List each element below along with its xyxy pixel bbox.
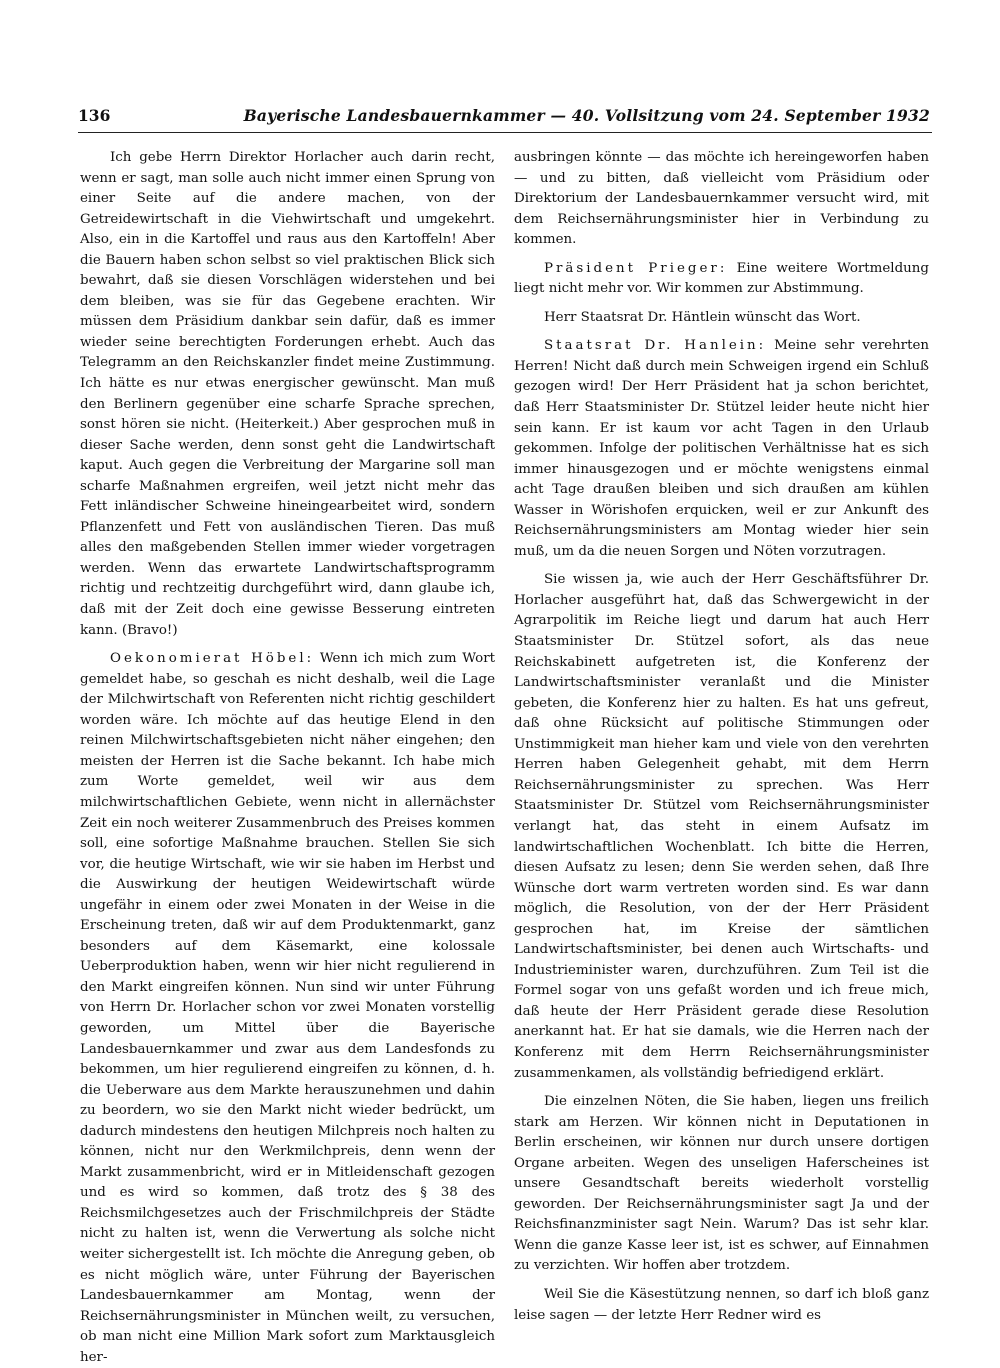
paragraph (514, 308, 929, 329)
paragraph-text: Die einzelnen Nöten, die Sie haben, liegen uns freilich stark am Herzen. Wir können nicht in Deputationen in Berlin erscheinen, wir können nur durch unsere dortigen Organe arbeiten. Wegen des unseligen Haferscheines ist unsere Gesandtschaft bereits wiederholt vorstellig geworden. Der Reichsernährungsminister sagt Ja und der Reichsfinanzminister sagt Nein. Warum? Das ist sehr klar. Wenn die ganze Kasse leer ist, ist es schwer, auf Einnahmen zu verzichten. Wir hoffen aber trotzdem. (514, 1094, 929, 1274)
paragraph-text: ausbringen könnte — das möchte ich hereingeworfen haben — und zu bitten, daß vielleicht vom Präsidium oder Direktorium der Landesbauernkammer versucht wird, mit dem Reichsernährungsminister hier in Verbindung zu kommen. (514, 150, 929, 248)
speaker-name: Präsident Prieger: (544, 260, 728, 276)
paragraph (80, 148, 495, 641)
right-column (514, 148, 929, 1326)
speaker-name: Oekonomierat Höbel: (110, 651, 315, 667)
paragraph (514, 148, 929, 251)
running-header (78, 104, 932, 133)
paragraph (514, 1285, 929, 1326)
paragraph-text: Wenn ich mich zum Wort gemeldet habe, so geschah es nicht deshalb, weil die Lage der Milchwirtschaft von Referenten nicht richtig geschildert worden wäre. Ich möchte auf das heutige Elend in den reinen Milchwirtschaftsgebieten nicht näher eingehen; den meisten der Herren ist die Sache bekannt. Ich habe mich zum Worte gemeldet, weil wir aus dem milchwirtschaftlichen Gebiete, wenn nicht in allernächster Zeit ein noch weiterer Zusammenbruch des Preises kommen soll, eine sofortige Maßnahme brauchen. Stellen Sie sich vor, die heutige Wirtschaft, wie wir sie haben im Herbst und die Auswirkung der heutigen Weidewirtschaft würde ungefähr in einem oder zwei Monaten in der Weise in die Erscheinung treten, daß wir auf dem Produktenmarkt, ganz besonders auf dem Käsemarkt, eine kolossale Ueberproduktion haben, wenn wir hier nicht regulierend in den Markt eingreifen können. Nun sind wir unter Führung von Herrn Dr. Horlacher schon vor zwei Monaten vorstellig geworden, um Mittel über die Bayerische Landesbauernkammer und zwar aus dem Landesfonds zu bekommen, um hier regulierend eingreifen zu können, d. h. die Ueberware aus dem Markte herauszunehmen und dahin zu beordern, wo sie den Markt nicht wieder bedrückt, um dadurch mindestens den heutigen Milchpreis noch halten zu können, nicht nur den Werkmilchpreis, denn wenn der Markt zusammenbricht, wird er in Mitleidenschaft gezogen und es wird so kommen, daß trotz des § 38 des Reichsmilchgesetzes auch der Frischmilchpreis der Städte nicht zu halten ist, wenn die Verwertung als solche nicht weiter sichergestellt ist. Ich möchte die Anregung geben, ob es nicht möglich wäre, unter Führung der Bayerischen Landesbauernkammer am Montag, wenn der Reichsernährungsminister in München weilt, zu versuchen, ob man nicht eine Million Mark sofort zum Marktausgleich her- (80, 651, 495, 1365)
paragraph (514, 570, 929, 1084)
paragraph-text: Eine weitere Wortmeldung liegt nicht mehr vor. Wir kommen zur Abstimmung. (514, 260, 929, 297)
left-column (80, 148, 495, 1368)
speaker-name: Staatsrat Dr. Hanlein: (544, 338, 767, 354)
paragraph-text: Ich gebe Herrn Direktor Horlacher auch darin recht, wenn er sagt, man solle auch nicht immer einen Sprung von einer Seite auf die andere machen, von der Getreidewirtschaft in die Viehwirtschaft und umgekehrt. Also, ein in die Kartoffel und raus aus den Kartoffeln! Aber die Bauern haben schon selbst so viel praktischen Blick sich bewahrt, daß sie diesen Vorschlägen widerstehen und bei dem bleiben, was sie für das Gegebene erachten. Wir müssen dem Präsidium dankbar sein dafür, daß es immer wieder seine berechtigten Forderungen erhebt. Auch das Telegramm an den Reichskanzler findet meine Zustimmung. Ich hätte es nur etwas energischer gewünscht. Man muß den Berlinern gegenüber eine scharfe Sprache sprechen, sonst hören sie nicht. (Heiterkeit.) Aber gesprochen muß in dieser Sache werden, denn sonst geht die Landwirtschaft kaput. Auch gegen die Verbreitung der Margarine soll man scharfe Maßnahmen ergreifen, weil jetzt nicht mehr das Fett inländischer Schweine hineingearbeitet wird, sondern Pflanzenfett und Fett von ausländischen Tieren. Das muß alles den maßgebenden Stellen immer wieder vorgetragen werden. Wenn das erwartete Landwirtschaftsprogramm richtig und rechtzeitig durchgeführt wird, dann glaube ich, daß mit der Zeit doch eine gewisse Besserung eintreten kann. (Bravo!) (80, 150, 495, 638)
page-number: 136 (78, 106, 111, 125)
paragraph (80, 649, 495, 1368)
paragraph-text: Sie wissen ja, wie auch der Herr Geschäftsführer Dr. Horlacher ausgeführt hat, daß das Schwergewicht in der Agrarpolitik im Reiche liegt und darum hat auch Herr Staatsminister Dr. Stützel sofort, als das neue Reichskabinett aufgetreten ist, die Konferenz der Landwirtschaftsminister veranlaßt und die Minister gebeten, die Konferenz hier zu halten. Es hat uns gefreut, daß ohne Rücksicht auf politische Stimmungen oder Unstimmigkeit man hieher kam und viele von den verehrten Herren haben Gelegenheit gehabt, mit dem Herrn Reichsernährungsminister zu sprechen. Was Herr Staatsminister Dr. Stützel vom Reichsernährungsminister verlangt hat, das steht in einem Aufsatz im landwirtschaftlichen Wochenblatt. Ich bitte die Herren, diesen Aufsatz zu lesen; denn Sie werden sehen, daß Ihre Wünsche dort warm vertreten worden sind. Es war dann möglich, die Resolution, von der der Herr Präsident gesprochen hat, im Kreise der sämtlichen Landwirtschaftsminister, bei denen auch Wirtschafts- und Industrieminister waren, durchzuführen. Zum Teil ist die Formel sogar von uns gefaßt worden und ich freue mich, daß heute der Herr Präsident gerade diese Resolution anerkannt hat. Er hat sie damals, wie die Herren nach der Konferenz mit dem Herrn Reichsernährungsminister zusammenkamen, als vollständig befriedigend erklärt. (514, 572, 929, 1081)
paragraph-text: Meine sehr verehrten Herren! Nicht daß durch mein Schweigen irgend ein Schluß gezogen wird! Der Herr Präsident hat ja schon berichtet, daß Herr Staatsminister Dr. Stützel leider heute nicht hier sein kann. Er ist kaum vor acht Tagen in den Urlaub gekommen. Infolge der politischen Verhältnisse hat es sich immer hinausgezogen und er möchte wenigstens einmal acht Tage draußen bleiben und sich draußen am kühlen Wasser in Wörishofen erquicken, weil er zur Ankunft des Reichsernährungsministers am Montag wieder hier sein muß, um da die neuen Sorgen und Nöten vorzutragen. (514, 338, 930, 559)
header-title: Bayerische Landesbauernkammer — 40. Vollsitzung vom 24. September 1932 (243, 106, 930, 125)
paragraph (514, 1092, 929, 1277)
paragraph-text: Herr Staatsrat Dr. Häntlein wünscht das Wort. (544, 309, 861, 325)
paragraph-text: Weil Sie die Käsestützung nennen, so darf ich bloß ganz leise sagen — der letzte Herr Redner wird es (514, 1286, 929, 1323)
paragraph (514, 259, 929, 300)
paragraph (514, 336, 929, 562)
